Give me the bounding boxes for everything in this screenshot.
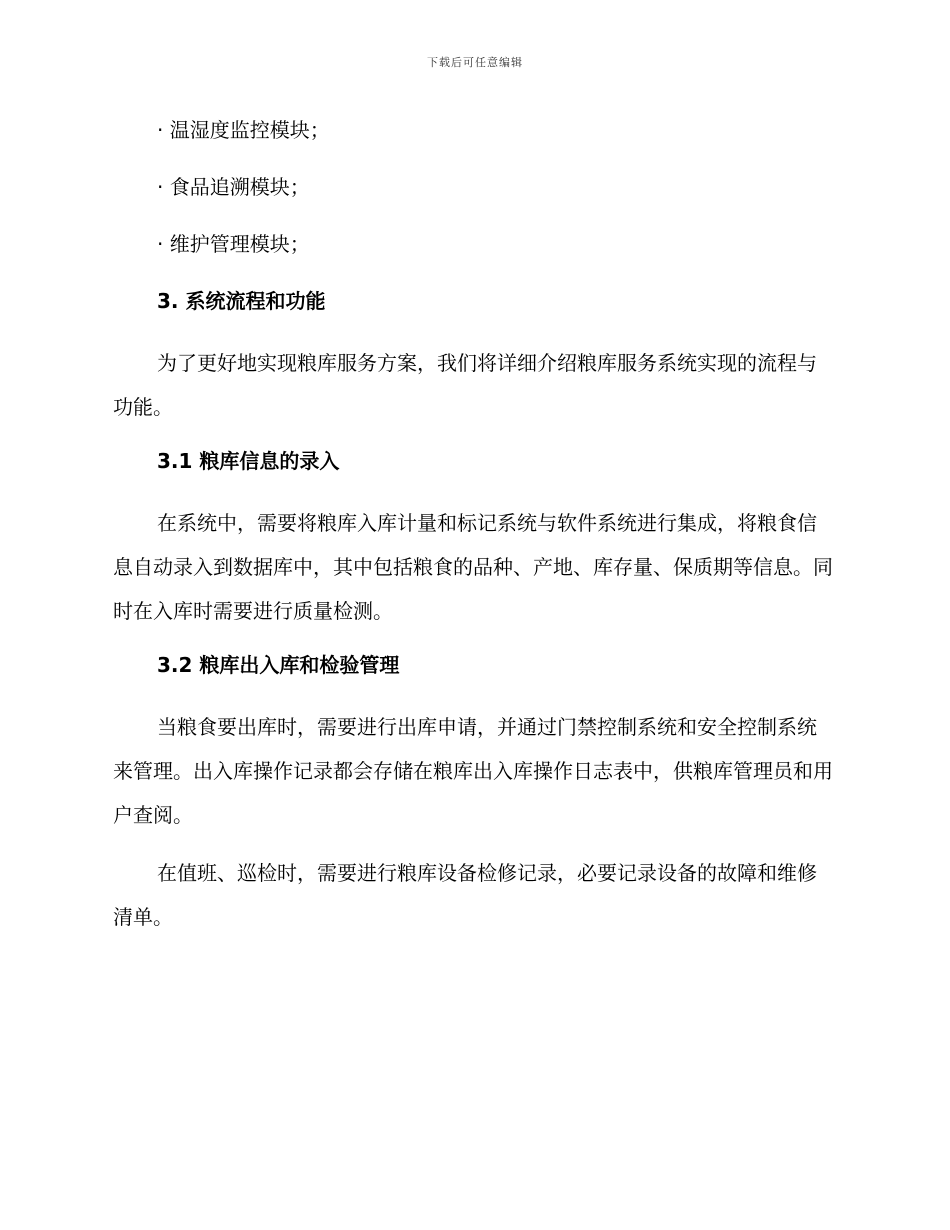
page-header-note: 下载后可任意编辑	[427, 56, 523, 69]
bullet-temperature-humidity-module: · 温湿度监控模块；	[157, 118, 330, 142]
document-body	[113, 112, 833, 939]
section-3-2-body-1: 当粮食要出库时，需要进行出库申请，并通过门禁控制系统和安全控制系统来管理。出入库操作记录都会存储在粮库出入库操作日志表中，供粮库管理员和用户查阅。	[113, 715, 833, 827]
section-3-1-body: 在系统中，需要将粮库入库计量和标记系统与软件系统进行集成，将粮食信息自动录入到数据库中，其中包括粮食的品种、产地、库存量、保质期等信息。同时在入库时需要进行质量检测。	[113, 511, 833, 623]
section-3-heading: 3. 系统流程和功能	[157, 289, 326, 313]
section-3-1-heading: 3.1 粮库信息的录入	[157, 449, 340, 473]
section-3-intro: 为了更好地实现粮库服务方案，我们将详细介绍粮库服务系统实现的流程与功能。	[113, 351, 817, 419]
section-3-2-heading: 3.2 粮库出入库和检验管理	[157, 653, 400, 677]
section-3-2-body-2: 在值班、巡检时，需要进行粮库设备检修记录，必要记录设备的故障和维修清单。	[113, 861, 817, 929]
bullet-food-traceability-module: · 食品追溯模块；	[157, 175, 310, 199]
bullet-maintenance-module: · 维护管理模块；	[157, 232, 310, 256]
